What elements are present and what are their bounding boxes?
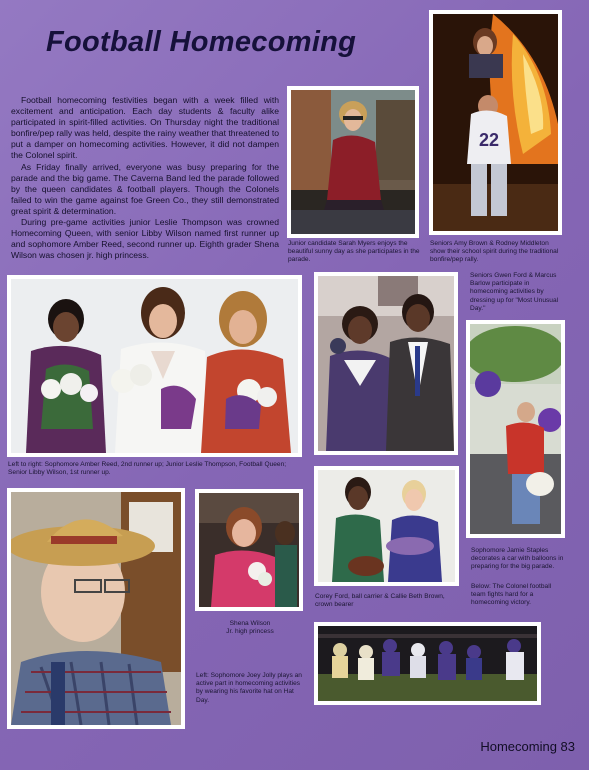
- article-paragraph: As Friday finally arrived, everyone was busy preparing for the parade and the big game. The Caverna Band led the parade followed by the queen candidates & football players. Though the Colonels failed to win the game against foe Green Co., they still demonstrated great spirit & determination.: [11, 161, 279, 216]
- photo-football-game: [314, 622, 541, 705]
- photo-joey-jolly: [7, 488, 185, 729]
- caption-court: Left to right: Sophomore Amber Reed, 2nd runner up; Junior Leslie Thompson, Football Queen; Senior Libby Wilson, 1st runner up.: [8, 461, 287, 477]
- page-title: Football Homecoming: [46, 26, 357, 58]
- balloons-photo: [470, 324, 561, 534]
- caption-team: Below: The Colonel football team fights hard for a homecoming victory.: [471, 583, 552, 607]
- photo-homecoming-court: [7, 275, 302, 457]
- caption-corey: Corey Ford, ball carrier & Callie Beth Brown, crown bearer: [315, 593, 445, 609]
- page-footer: Homecoming 83: [480, 739, 575, 754]
- article-body: [11, 95, 279, 261]
- caption-shena-text: Shena Wilson Jr. high princess: [226, 620, 274, 636]
- jersey-number: 22: [479, 130, 500, 150]
- hat-day-photo: [11, 492, 181, 725]
- caption-shena: [196, 620, 304, 636]
- ballcarrier-photo: [318, 470, 455, 582]
- article-paragraph: Football homecoming festivities began with a week filled with excitement and anticipation. Each day students & faculty alike participated in spirit-filled activities. On Thursday night the traditional bonfire/pep rally was held, despite the rainy weather that threatened to put a damper on homecoming activities. However, it did not dampen the Colonel spirit.: [11, 95, 280, 161]
- court-photo: [11, 279, 298, 453]
- unusual-day-photo: [318, 276, 454, 451]
- photo-bonfire: [429, 10, 562, 235]
- parade-photo: [291, 90, 415, 234]
- photo-sarah-myers: [287, 86, 419, 238]
- article-paragraph: During pre-game activities junior Leslie Thompson was crowned Homecoming Queen, with senior Libby Wilson named first runner up and sophomore Amber Reed, second runner up. Eighth grader Shena Wilson was chosen jr. high princess.: [11, 217, 279, 261]
- bonfire-photo: [433, 14, 558, 231]
- caption-joey: Left: Sophomore Joey Jolly plays an active part in homecoming activities by wearing his favorite hat on Hat Day.: [196, 672, 302, 704]
- football-game-photo: [318, 626, 537, 701]
- princess-photo: [199, 493, 299, 607]
- caption-jamie: Sophomore Jamie Staples decorates a car with balloons in preparing for the big parade.: [471, 547, 564, 571]
- caption-gwen-marcus: Seniors Gwen Ford & Marcus Barlow participate in homecoming activities by dressing up for "Most Unusual Day.": [470, 272, 559, 312]
- caption-bonfire: Seniors Amy Brown & Rodney Middleton show their school spirit during the traditional bonfire/pep rally.: [430, 240, 559, 264]
- photo-jamie-staples: [466, 320, 565, 538]
- photo-gwen-marcus: [314, 272, 458, 455]
- photo-corey-callie: [314, 466, 459, 586]
- photo-shena-wilson: [195, 489, 303, 611]
- caption-sarah: Junior candidate Sarah Myers enjoys the beautiful sunny day as she participates in the parade.: [288, 240, 420, 264]
